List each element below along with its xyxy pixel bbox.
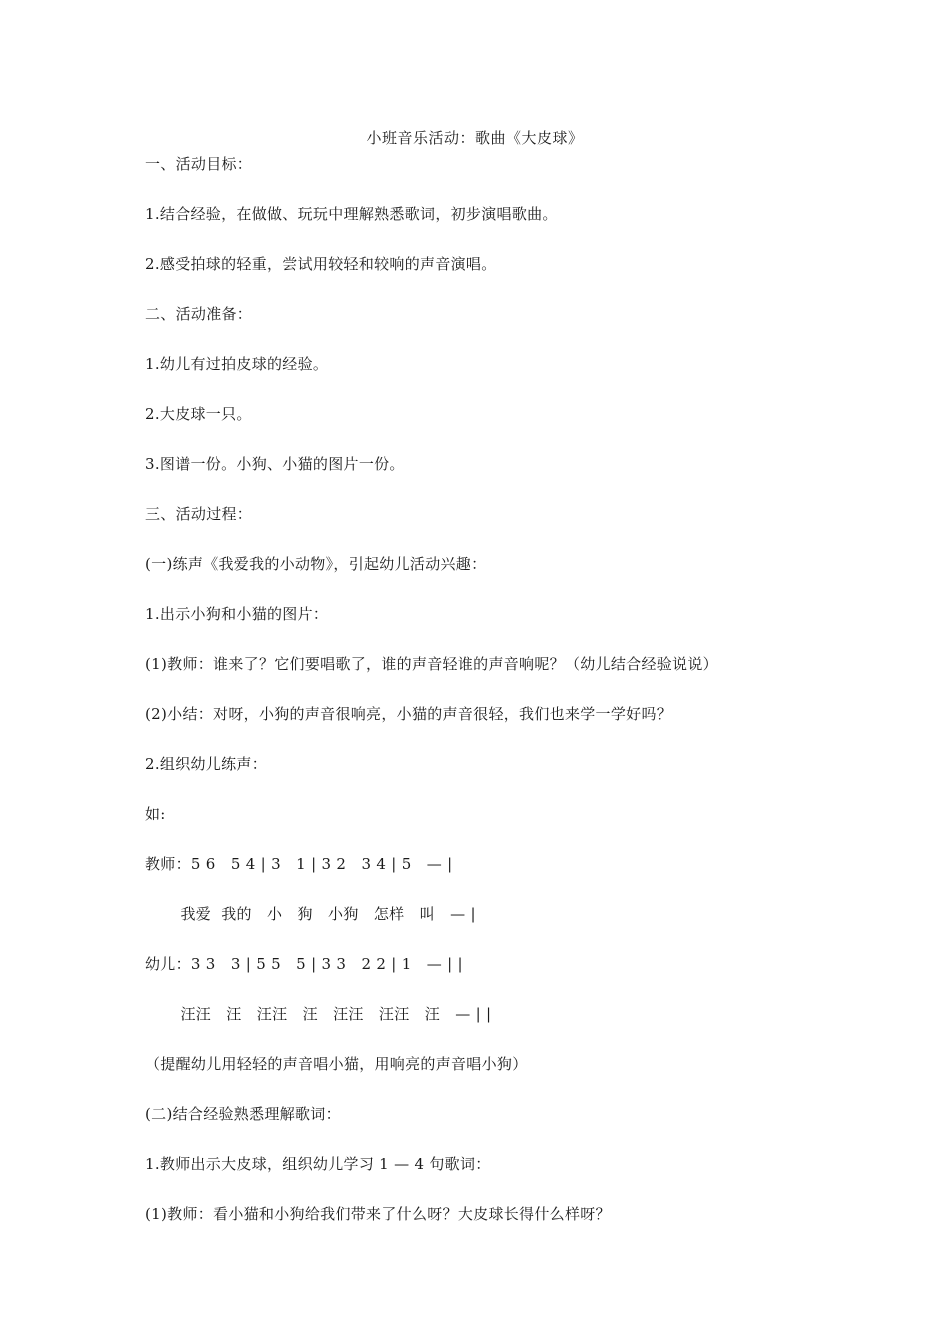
process-step-2-1-1: (1)教师：看小猫和小狗给我们带来了什么呀？大皮球长得什么样呀？ xyxy=(145,1205,611,1223)
goal-item-2: 2.感受拍球的轻重，尝试用较轻和较响的声音演唱。 xyxy=(145,255,497,273)
reminder-note: （提醒幼儿用轻轻的声音唱小猫，用响亮的声音唱小狗） xyxy=(145,1055,528,1073)
child-lyrics-line: 汪汪 汪 汪汪 汪 汪汪 汪汪 汪 — | | xyxy=(145,1005,492,1023)
process-step-2-1: 1.教师出示大皮球，组织幼儿学习 1 — 4 句歌词： xyxy=(145,1155,491,1173)
child-notation-line: 幼儿：3 3 3 | 5 5 5 | 3 3 2 2 | 1 — | | xyxy=(145,955,463,973)
example-label: 如: xyxy=(145,805,166,823)
teacher-notation-line: 教师：5 6 5 4 | 3 1 | 3 2 3 4 | 5 — | xyxy=(145,855,453,873)
document-title: 小班音乐活动：歌曲《大皮球》 xyxy=(366,129,584,147)
process-step-2: 2.组织幼儿练声： xyxy=(145,755,268,773)
section-heading-preparation: 二、活动准备： xyxy=(145,305,253,323)
preparation-item-1: 1.幼儿有过拍皮球的经验。 xyxy=(145,355,329,373)
section-heading-process: 三、活动过程： xyxy=(145,505,253,523)
process-subheading-2: (二)结合经验熟悉理解歌词： xyxy=(145,1105,341,1123)
goal-item-1: 1.结合经验，在做做、玩玩中理解熟悉歌词，初步演唱歌曲。 xyxy=(145,205,558,223)
process-step-1: 1.出示小狗和小猫的图片： xyxy=(145,605,329,623)
process-step-1-1: (1)教师：谁来了？它们要唱歌了，谁的声音轻谁的声音响呢？（幼儿结合经验说说） xyxy=(145,655,718,673)
section-heading-goals: 一、活动目标： xyxy=(145,155,253,173)
preparation-item-3: 3.图谱一份。小狗、小猫的图片一份。 xyxy=(145,455,405,473)
teacher-lyrics-line: 我爱 我的 小 狗 小狗 怎样 叫 — | xyxy=(145,905,476,923)
process-subheading-1: (一)练声《我爱我的小动物》，引起幼儿活动兴趣： xyxy=(145,555,487,573)
process-step-1-2: (2)小结：对呀，小狗的声音很响亮，小猫的声音很轻，我们也来学一学好吗？ xyxy=(145,705,673,723)
preparation-item-2: 2.大皮球一只。 xyxy=(145,405,252,423)
